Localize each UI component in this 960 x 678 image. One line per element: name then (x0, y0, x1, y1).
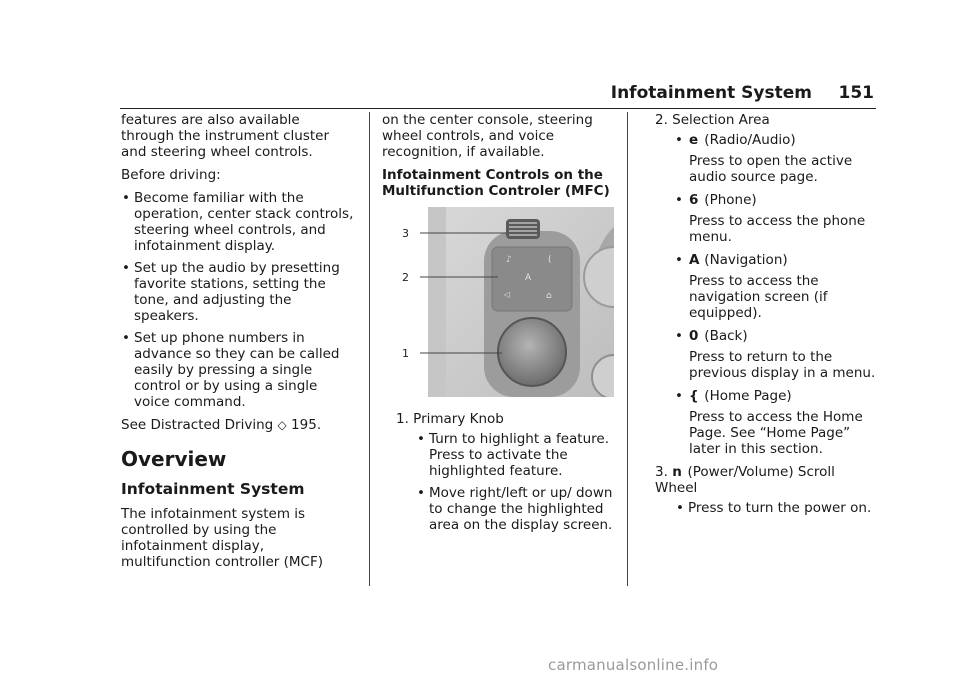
svg-text:♪: ♪ (506, 255, 512, 265)
column-1 (121, 112, 357, 577)
svg-text:(: ( (548, 255, 552, 265)
navigation-item: • A (Navigation) (675, 252, 788, 268)
list-item: • Move right/left or up/ down to change the highlighted area on the display screen. (416, 485, 614, 533)
header-rule (120, 108, 876, 109)
page-ref-icon: ◇ (277, 418, 287, 432)
page-header (120, 80, 876, 110)
phone-label: (Phone) (704, 192, 757, 208)
item-3-list (675, 500, 880, 516)
svg-text:⌂: ⌂ (546, 291, 552, 301)
overview-body: The infotainment system is controlled by using the infotainment display, multifunction controller (MCF) (121, 506, 324, 570)
controls-heading: Infotainment Controls on the Multifunction Controler (MFC) (382, 167, 610, 199)
phone-item: • 6 (Phone) (675, 192, 757, 208)
list-item: • Set up the audio by presetting favorite stations, setting the tone, and adjusting the speakers. (121, 260, 357, 324)
callout-1: 1 (402, 347, 409, 360)
item-1-list (416, 431, 614, 533)
home-page-label: (Home Page) (704, 388, 792, 404)
intro-paragraph: features are also available through the instrument cluster and steering wheel controls. (121, 112, 330, 160)
navigation-icon: A (689, 252, 700, 268)
item-1-label: 1. Primary Knob (396, 411, 504, 427)
radio-audio-item: • e (Radio/Audio) (675, 132, 796, 148)
radio-audio-label: (Radio/Audio) (704, 132, 796, 148)
svg-text:◁: ◁ (504, 290, 511, 299)
infotainment-subheading: Infotainment System (121, 480, 305, 498)
home-page-item: • { (Home Page) (675, 388, 792, 404)
phone-icon: 6 (689, 192, 699, 208)
back-arrow-icon: 0 (689, 328, 699, 344)
column-3 (655, 112, 880, 523)
list-item: • Turn to highlight a feature. Press to activate the highlighted feature. (416, 431, 614, 479)
home-icon: { (689, 388, 699, 404)
list-item: • Press to turn the power on. (675, 500, 880, 516)
column-divider (369, 112, 370, 586)
power-volume-icon: n (672, 464, 682, 480)
see-reference-link[interactable]: 195. (291, 417, 322, 433)
back-desc: Press to return to the previous display in a menu. (689, 349, 876, 381)
callout-3: 3 (402, 227, 409, 240)
item-3-text: (Power/Volume) Scroll Wheel (655, 464, 835, 496)
radio-audio-desc: Press to open the active audio source page. (689, 153, 853, 185)
before-driving-list (121, 190, 357, 410)
back-label: (Back) (704, 328, 748, 344)
phone-desc: Press to access the phone menu. (689, 213, 866, 245)
home-page-desc: Press to access the Home Page. See “Home Page” later in this section. (689, 409, 863, 457)
item-3-label (655, 464, 880, 496)
continued-paragraph: on the center console, steering wheel controls, and voice recognition, if available. (382, 112, 593, 160)
see-reference (121, 417, 357, 433)
column-divider (627, 112, 628, 586)
list-item: • Become familiar with the operation, center stack controls, steering wheel controls, and infotainment display. (121, 190, 357, 254)
column-2 (382, 112, 614, 540)
overview-heading: Overview (121, 447, 227, 471)
header-title: Infotainment System (610, 83, 812, 103)
navigation-desc: Press to access the navigation screen (if equipped). (689, 273, 828, 321)
callout-2: 2 (402, 271, 409, 284)
page-number: 151 (838, 83, 874, 103)
see-reference-text: See Distracted Driving (121, 417, 274, 433)
mfc-illustration (382, 207, 614, 397)
item-2-label: 2. Selection Area (655, 112, 770, 128)
navigation-label: (Navigation) (704, 252, 788, 268)
before-driving-label: Before driving: (121, 167, 221, 183)
watermark: carmanualsonline.info (548, 656, 719, 674)
list-item: • Set up phone numbers in advance so they can be called easily by pressing a single control or by using a single voice command. (121, 330, 357, 410)
item-3-number: 3. (655, 464, 668, 480)
music-note-icon: e (689, 132, 699, 148)
svg-text:A: A (525, 273, 532, 283)
mfc-photo (382, 207, 614, 397)
back-item: • 0 (Back) (675, 328, 748, 344)
